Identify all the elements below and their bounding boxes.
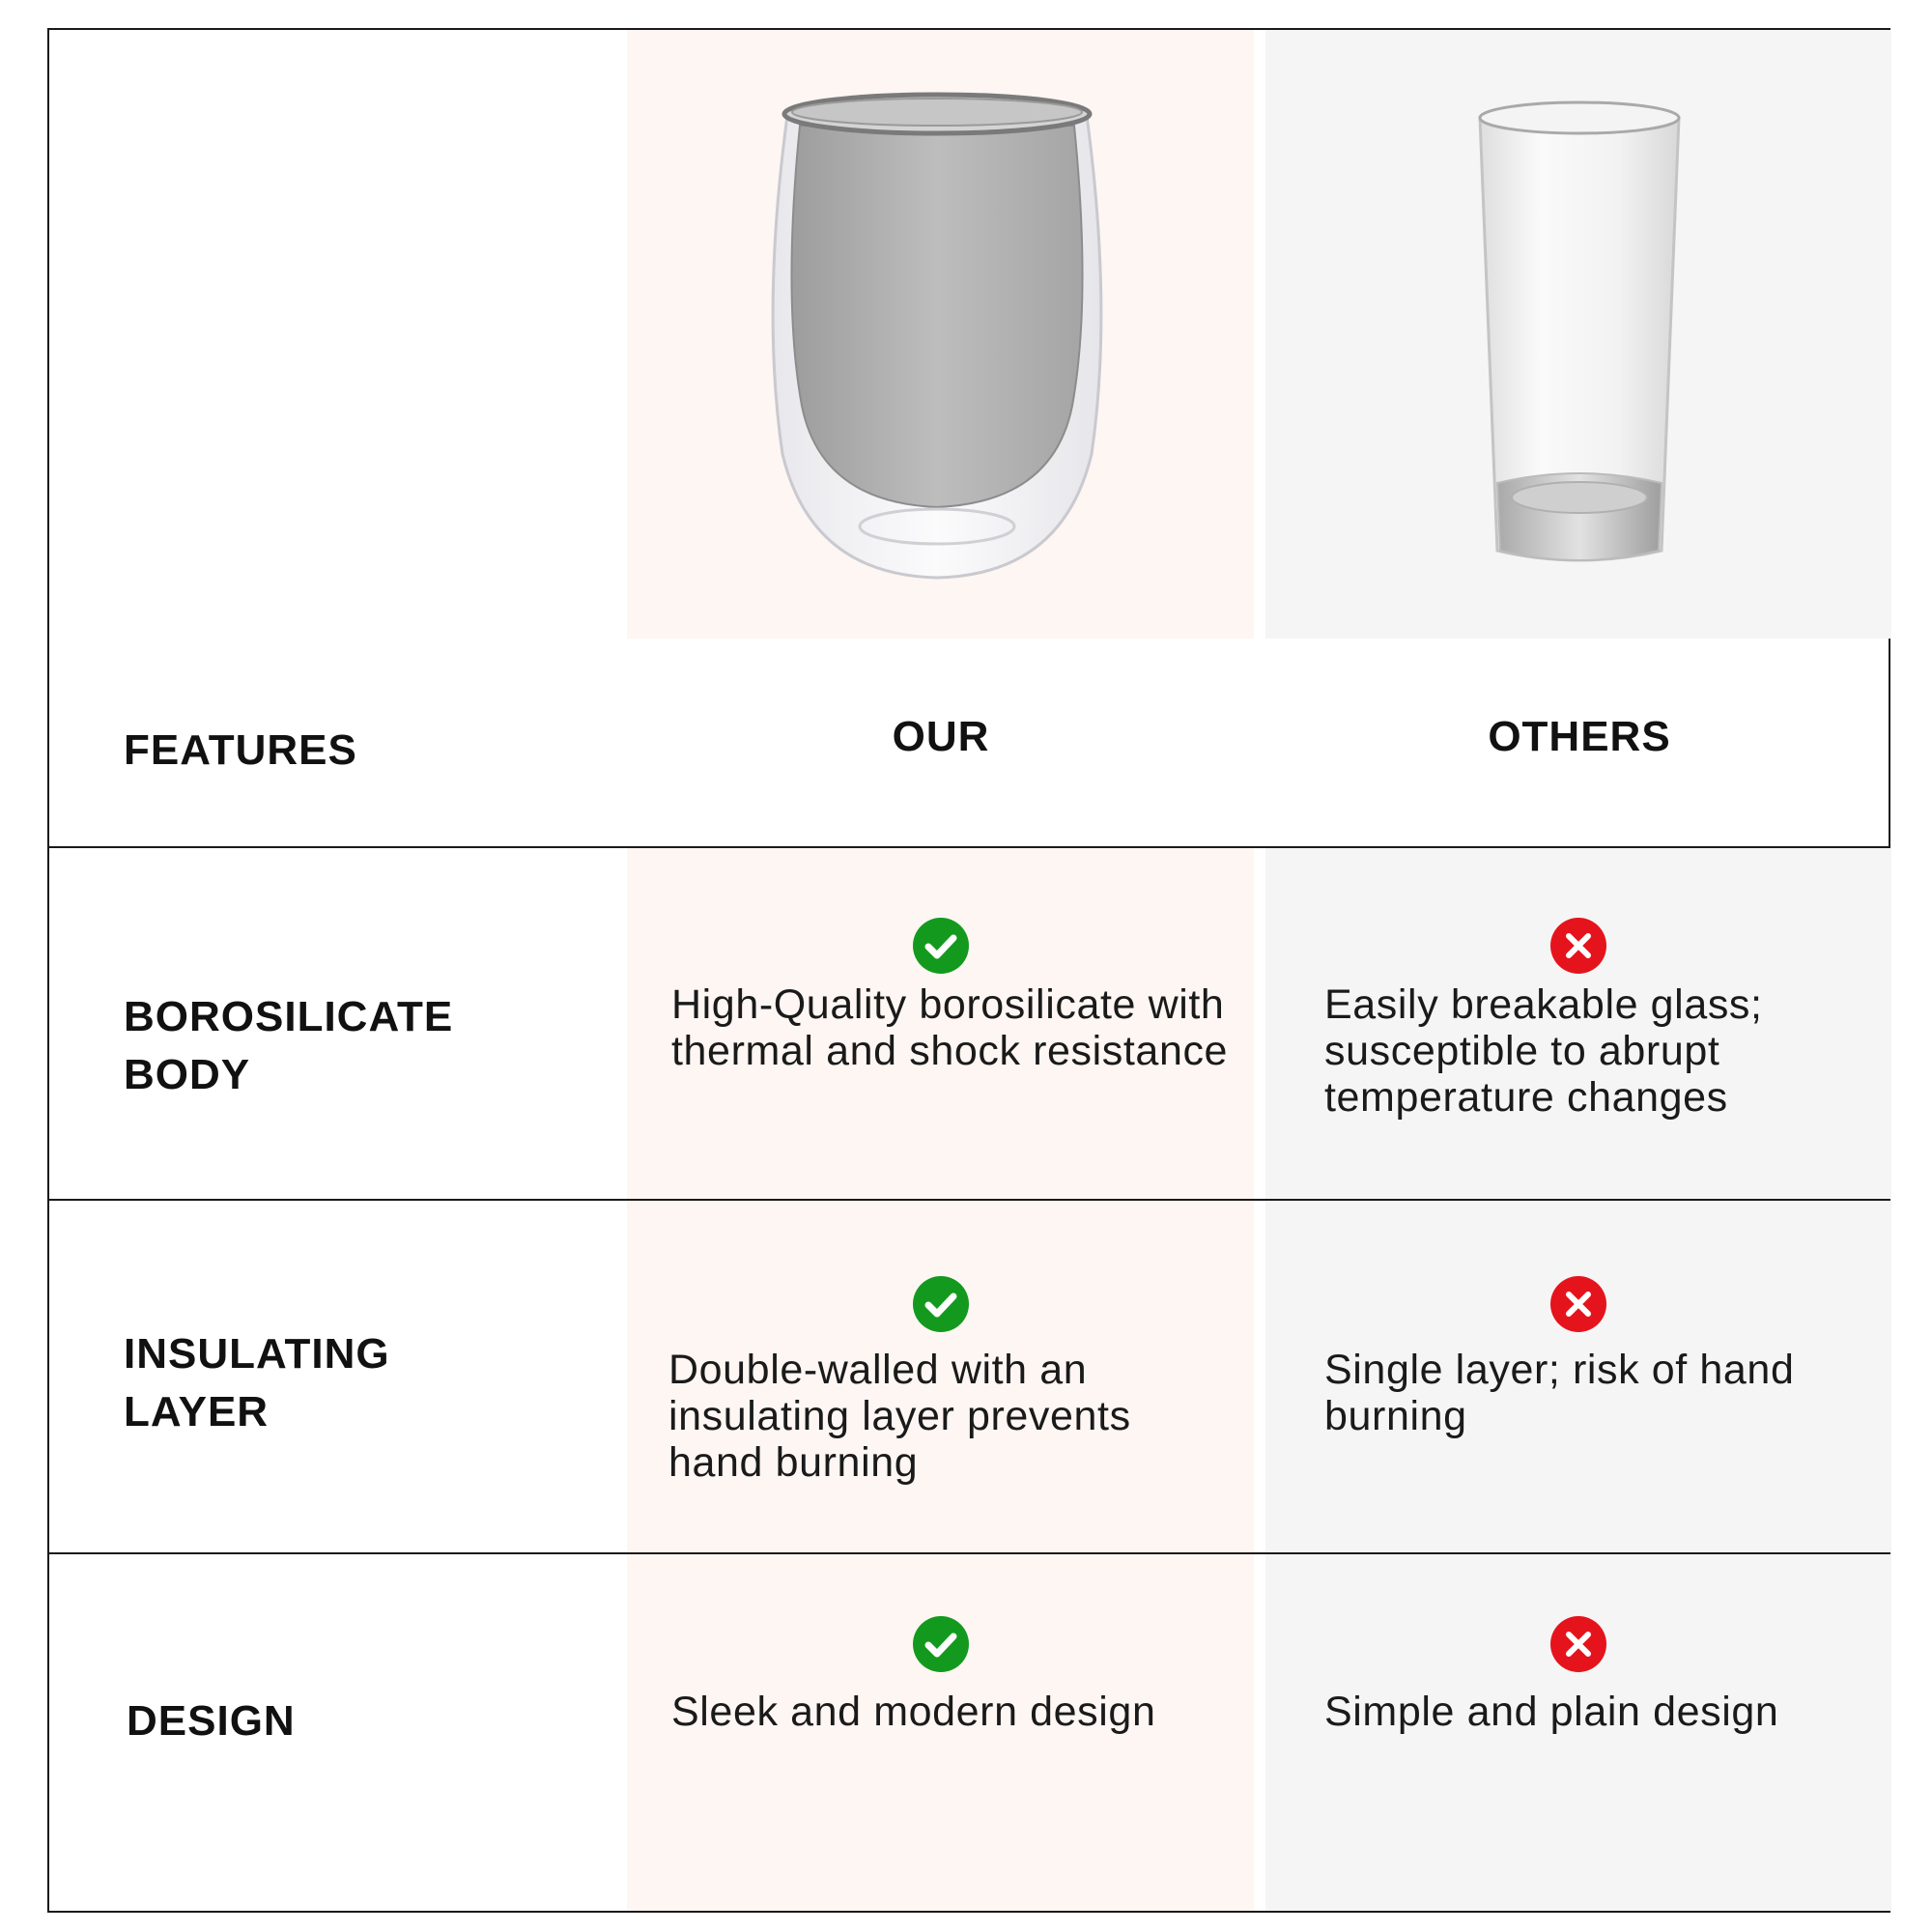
check-circle-icon [913,1616,969,1672]
feature-label-borosilicate-body [124,988,453,1104]
row-divider [47,846,1890,848]
check-circle-icon [913,1276,969,1332]
feature-label-line: BODY [124,1051,251,1098]
features-header: FEATURES [124,726,357,774]
our-description: Sleek and modern design [671,1689,1156,1735]
x-circle-icon [1550,918,1606,974]
others-description: Single layer; risk of hand burning [1324,1347,1795,1439]
check-circle-icon [913,918,969,974]
x-circle-icon [1550,1616,1606,1672]
row-divider [47,1552,1890,1554]
feature-label-insulating-layer [124,1325,390,1441]
our-column-header: OUR [892,713,990,760]
others-description: Simple and plain design [1324,1689,1779,1735]
feature-label-design [127,1692,296,1750]
feature-label-line: BOROSILICATE [124,993,454,1040]
double-wall-glass-image [744,87,1130,589]
x-circle-icon [1550,1276,1606,1332]
others-column-header: OTHERS [1488,713,1671,760]
row-divider [47,1199,1890,1201]
feature-label-line: LAYER [124,1388,270,1435]
others-description: Easily breakable glass; susceptible to abrupt temperature changes [1324,981,1763,1121]
single-wall-glass-image [1468,97,1690,580]
our-description: Double-walled with an insulating layer prevents hand burning [668,1347,1131,1486]
our-description: High-Quality borosilicate with thermal and shock resistance [671,981,1229,1074]
feature-label-line: INSULATING [124,1330,390,1378]
feature-label-line: DESIGN [127,1697,296,1745]
